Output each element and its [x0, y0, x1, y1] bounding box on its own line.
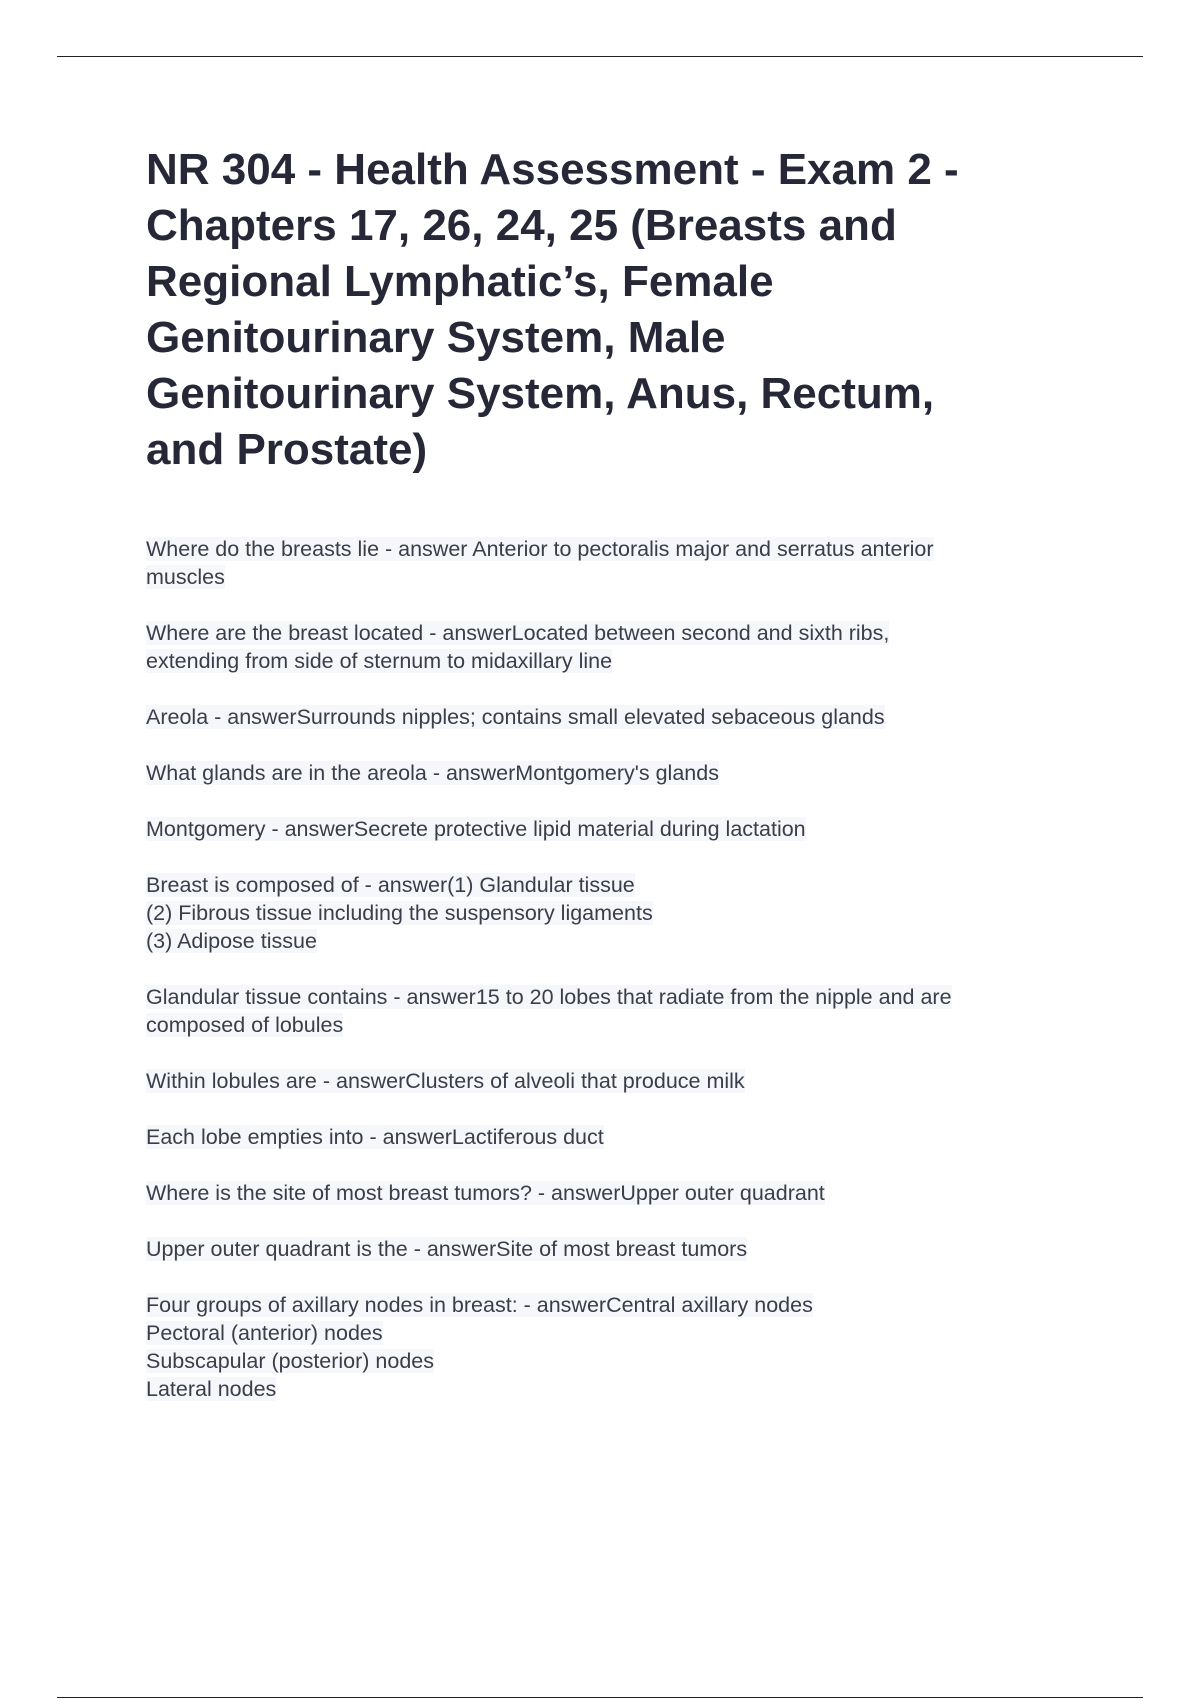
qa-text: extending from side of sternum to midaxillary line [146, 649, 613, 673]
qa-text: Areola - answerSurrounds nipples; contains small elevated sebaceous glands [146, 705, 885, 729]
qa-entry [146, 815, 1066, 843]
qa-list [146, 535, 1066, 1431]
qa-text: Pectoral (anterior) nodes [146, 1321, 383, 1345]
qa-text: Lateral nodes [146, 1377, 277, 1401]
qa-text: Upper outer quadrant is the - answerSite of most breast tumors [146, 1237, 748, 1261]
qa-entry [146, 1235, 1066, 1263]
qa-text: Four groups of axillary nodes in breast: - answerCentral axillary nodes [146, 1293, 813, 1317]
qa-entry [146, 983, 1066, 1039]
qa-entry [146, 871, 1066, 955]
qa-text: composed of lobules [146, 1013, 344, 1037]
qa-entry [146, 759, 1066, 787]
qa-text: (3) Adipose tissue [146, 929, 317, 953]
qa-entry [146, 619, 1066, 675]
qa-entry [146, 1291, 1066, 1403]
qa-text: (2) Fibrous tissue including the suspensory ligaments [146, 901, 653, 925]
qa-text: muscles [146, 565, 225, 589]
qa-text: Where are the breast located - answerLocated between second and sixth ribs, [146, 621, 890, 645]
top-divider [57, 56, 1143, 57]
qa-entry [146, 703, 1066, 731]
bottom-divider [57, 1697, 1143, 1698]
title-line: Genitourinary System, Anus, Rectum, [146, 369, 935, 418]
qa-text: Where do the breasts lie - answer Anterior to pectoralis major and serratus anterior [146, 537, 934, 561]
qa-text: Each lobe empties into - answerLactiferous duct [146, 1125, 604, 1149]
qa-text: Within lobules are - answerClusters of alveoli that produce milk [146, 1069, 745, 1093]
qa-entry [146, 1067, 1066, 1095]
qa-entry [146, 535, 1066, 591]
title-line: and Prostate) [146, 425, 428, 474]
title-line: Regional Lymphatic’s, Female [146, 257, 774, 306]
qa-text: Breast is composed of - answer(1) Glandular tissue [146, 873, 635, 897]
document-title [146, 142, 1076, 478]
qa-entry [146, 1179, 1066, 1207]
qa-text: Where is the site of most breast tumors? - answerUpper outer quadrant [146, 1181, 825, 1205]
title-line: NR 304 - Health Assessment - Exam 2 - [146, 145, 959, 194]
qa-text: Glandular tissue contains - answer15 to 20 lobes that radiate from the nipple and are [146, 985, 952, 1009]
qa-text: Subscapular (posterior) nodes [146, 1349, 435, 1373]
qa-text: What glands are in the areola - answerMontgomery's glands [146, 761, 719, 785]
title-line: Chapters 17, 26, 24, 25 (Breasts and [146, 201, 897, 250]
qa-text: Montgomery - answerSecrete protective lipid material during lactation [146, 817, 806, 841]
title-line: Genitourinary System, Male [146, 313, 726, 362]
qa-entry [146, 1123, 1066, 1151]
